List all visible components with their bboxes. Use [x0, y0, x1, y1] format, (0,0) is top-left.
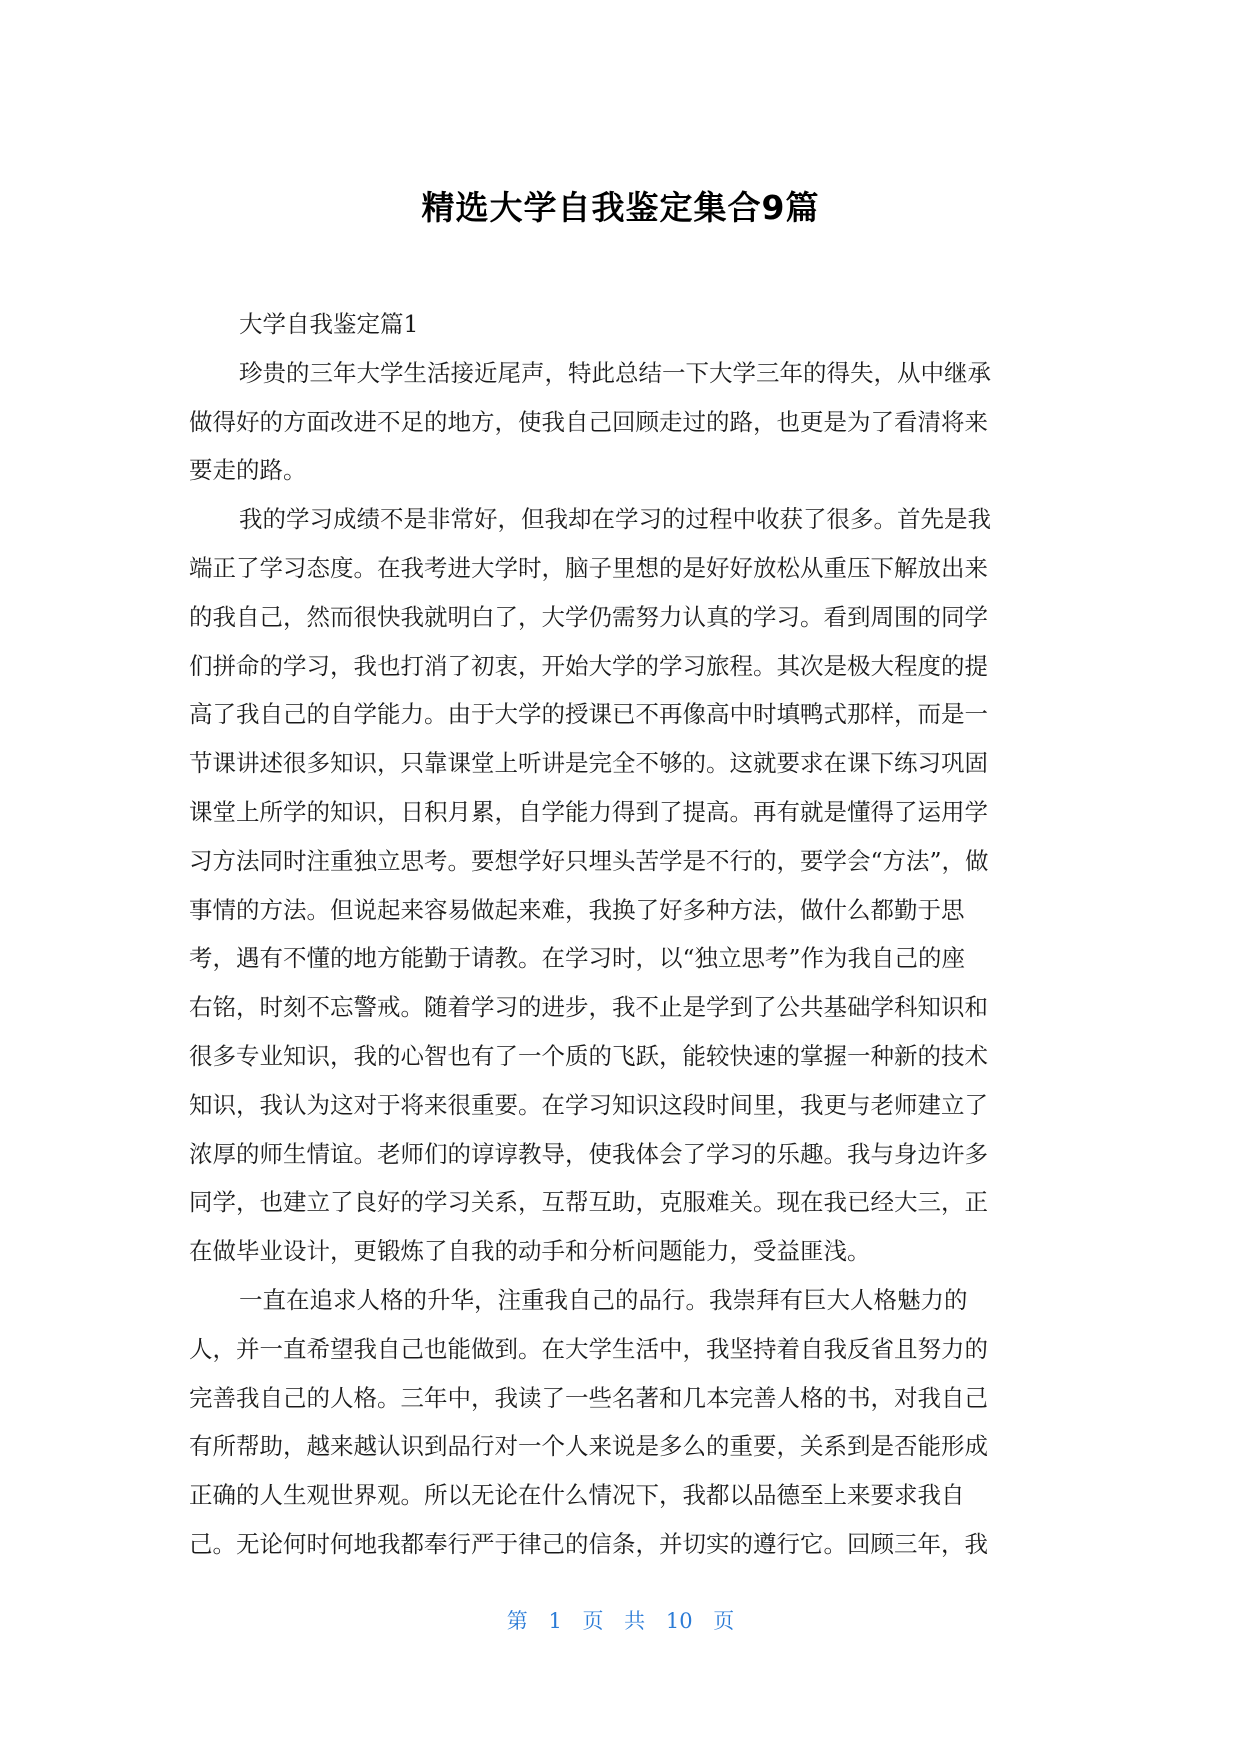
text-line: 在做毕业设计，更锻炼了自我的动手和分析问题能力，受益匪浅。: [189, 1237, 871, 1266]
text-line: 正确的人生观世界观。所以无论在什么情况下，我都以品德至上来要求我自: [189, 1481, 965, 1510]
text-line: 节课讲述很多知识，只靠课堂上听讲是完全不够的。这就要求在课下练习巩固: [189, 749, 988, 778]
text-line: 事情的方法。但说起来容易做起来难，我换了好多种方法，做什么都勤于思: [189, 895, 965, 924]
text-line: 要走的路。: [189, 456, 307, 485]
text-line: 同学，也建立了良好的学习关系，互帮互助，克服难关。现在我已经大三，正: [189, 1188, 988, 1217]
text-line: 做得好的方面改进不足的地方，使我自己回顾走过的路，也更是为了看清将来: [189, 407, 988, 436]
page-title: 精选大学自我鉴定集合9篇: [421, 188, 820, 227]
text-line: 右铭，时刻不忘警戒。随着学习的进步，我不止是学到了公共基础学科知识和: [189, 993, 988, 1022]
text-line: 我的学习成绩不是非常好，但我却在学习的过程中收获了很多。首先是我: [239, 505, 991, 534]
text-line: 浓厚的师生情谊。老师们的谆谆教导，使我体会了学习的乐趣。我与身边许多: [189, 1139, 988, 1168]
text-line: 考，遇有不懂的地方能勤于请教。在学习时，以“独立思考”作为我自己的座: [189, 944, 966, 973]
text-line: 人，并一直希望我自己也能做到。在大学生活中，我坚持着自我反省且努力的: [189, 1334, 988, 1363]
text-line: 大学自我鉴定篇1: [239, 310, 419, 338]
text-line: 完善我自己的人格。三年中，我读了一些名著和几本完善人格的书，对我自己: [189, 1383, 988, 1412]
text-line: 习方法同时注重独立思考。要想学好只埋头苦学是不行的，要学会“方法”，做: [189, 846, 989, 875]
text-line: 的我自己，然而很快我就明白了，大学仍需努力认真的学习。看到周围的同学: [189, 602, 988, 631]
page-number-footer: 第 1 页 共 10 页: [506, 1609, 735, 1633]
text-line: 高了我自己的自学能力。由于大学的授课已不再像高中时填鸭式那样，而是一: [189, 700, 988, 729]
text-line: 有所帮助，越来越认识到品行对一个人来说是多么的重要，关系到是否能形成: [189, 1432, 988, 1461]
text-line: 己。无论何时何地我都奉行严于律己的信条，并切实的遵行它。回顾三年，我: [189, 1529, 988, 1558]
text-line: 一直在追求人格的升华，注重我自己的品行。我崇拜有巨大人格魅力的: [239, 1285, 968, 1314]
text-line: 端正了学习态度。在我考进大学时，脑子里想的是好好放松从重压下解放出来: [189, 553, 988, 582]
text-line: 很多专业知识，我的心智也有了一个质的飞跃，能较快速的掌握一种新的技术: [189, 1041, 988, 1070]
text-line: 珍贵的三年大学生活接近尾声，特此总结一下大学三年的得失，从中继承: [239, 358, 991, 387]
text-line: 们拼命的学习，我也打消了初衷，开始大学的学习旅程。其次是极大程度的提: [189, 651, 988, 680]
document-body: [189, 300, 1051, 1569]
text-line: 课堂上所学的知识，日积月累，自学能力得到了提高。再有就是懂得了运用学: [189, 797, 988, 826]
text-line: 知识，我认为这对于将来很重要。在学习知识这段时间里，我更与老师建立了: [189, 1090, 988, 1119]
